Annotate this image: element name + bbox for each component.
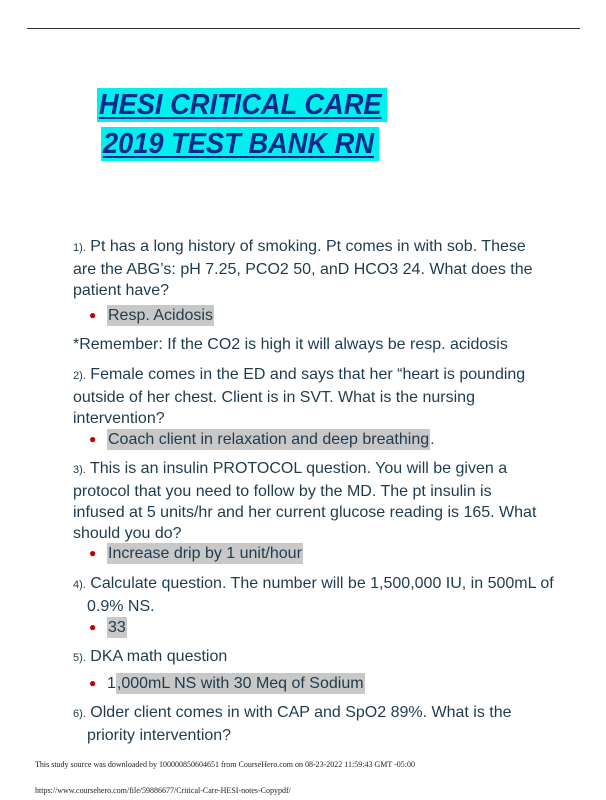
question-text: This is an insulin PROTOCOL question. You will be given a protocol that you need to follow by the MD. The pt insulin is infused at 5 units/hr and her current glucose reading is 165. What should you do? bbox=[73, 460, 537, 542]
question-6 bbox=[73, 702, 557, 746]
remember-note: *Remember: If the CO2 is high it will always be resp. acidosis bbox=[73, 336, 508, 353]
answer-1 bbox=[89, 305, 214, 326]
answer-text: Coach client in relaxation and deep breathing bbox=[108, 431, 430, 448]
question-text: Pt has a long history of smoking. Pt comes in with sob. These are the ABG’s: pH 7.25, PCO2 50, anD HCO3 24. What does the patient have? bbox=[73, 238, 533, 299]
bullet-icon: ● bbox=[89, 432, 97, 446]
question-number: 3). bbox=[73, 464, 86, 476]
question-number: 5). bbox=[73, 652, 86, 664]
answer-text: 33 bbox=[108, 619, 126, 636]
question-4 bbox=[73, 573, 557, 617]
answer-prefix: 1 bbox=[107, 675, 116, 692]
download-notice: This study source was downloaded by 100000850604651 from CourseHero.com on 08-23-2022 11:59:43 GMT -05:00 bbox=[35, 760, 415, 769]
question-text: DKA math question bbox=[90, 648, 228, 665]
bullet-icon: ● bbox=[89, 620, 97, 634]
source-url[interactable]: https://www.coursehero.com/file/59886677/Critical-Care-HESI-notes-Copypdf/ bbox=[35, 786, 291, 795]
answer-3 bbox=[89, 543, 303, 564]
top-rule bbox=[27, 28, 580, 29]
question-3 bbox=[73, 458, 543, 544]
answer-text: Resp. Acidosis bbox=[108, 307, 213, 324]
bullet-icon: ● bbox=[89, 546, 97, 560]
answer-4 bbox=[89, 617, 127, 638]
question-text: Older client comes in with CAP and SpO2 89%. What is the priority intervention? bbox=[87, 704, 512, 744]
document-title bbox=[97, 88, 406, 161]
question-2 bbox=[73, 364, 543, 429]
title-line-2: 2019 TEST BANK RN bbox=[101, 127, 380, 161]
answer-2 bbox=[89, 429, 435, 450]
question-number: 6). bbox=[73, 708, 86, 720]
answer-5 bbox=[89, 673, 365, 694]
question-1 bbox=[73, 236, 543, 301]
title-line-1: HESI CRITICAL CARE bbox=[97, 88, 387, 122]
question-text: Calculate question. The number will be 1,500,000 IU, in 500mL of 0.9% NS. bbox=[87, 575, 554, 615]
question-number: 2). bbox=[73, 370, 86, 382]
bullet-icon: ● bbox=[89, 676, 97, 690]
answer-suffix: . bbox=[430, 431, 435, 448]
question-number: 4). bbox=[73, 579, 86, 591]
answer-text: Increase drip by 1 unit/hour bbox=[108, 545, 302, 562]
answer-text: ,000mL NS with 30 Meq of Sodium bbox=[116, 675, 364, 692]
question-5 bbox=[73, 646, 543, 669]
question-number: 1). bbox=[73, 242, 86, 254]
bullet-icon: ● bbox=[89, 308, 97, 322]
question-text: Female comes in the ED and says that her “heart is pounding outside of her chest. Client is in SVT. What is the nursing intervention? bbox=[73, 366, 526, 427]
